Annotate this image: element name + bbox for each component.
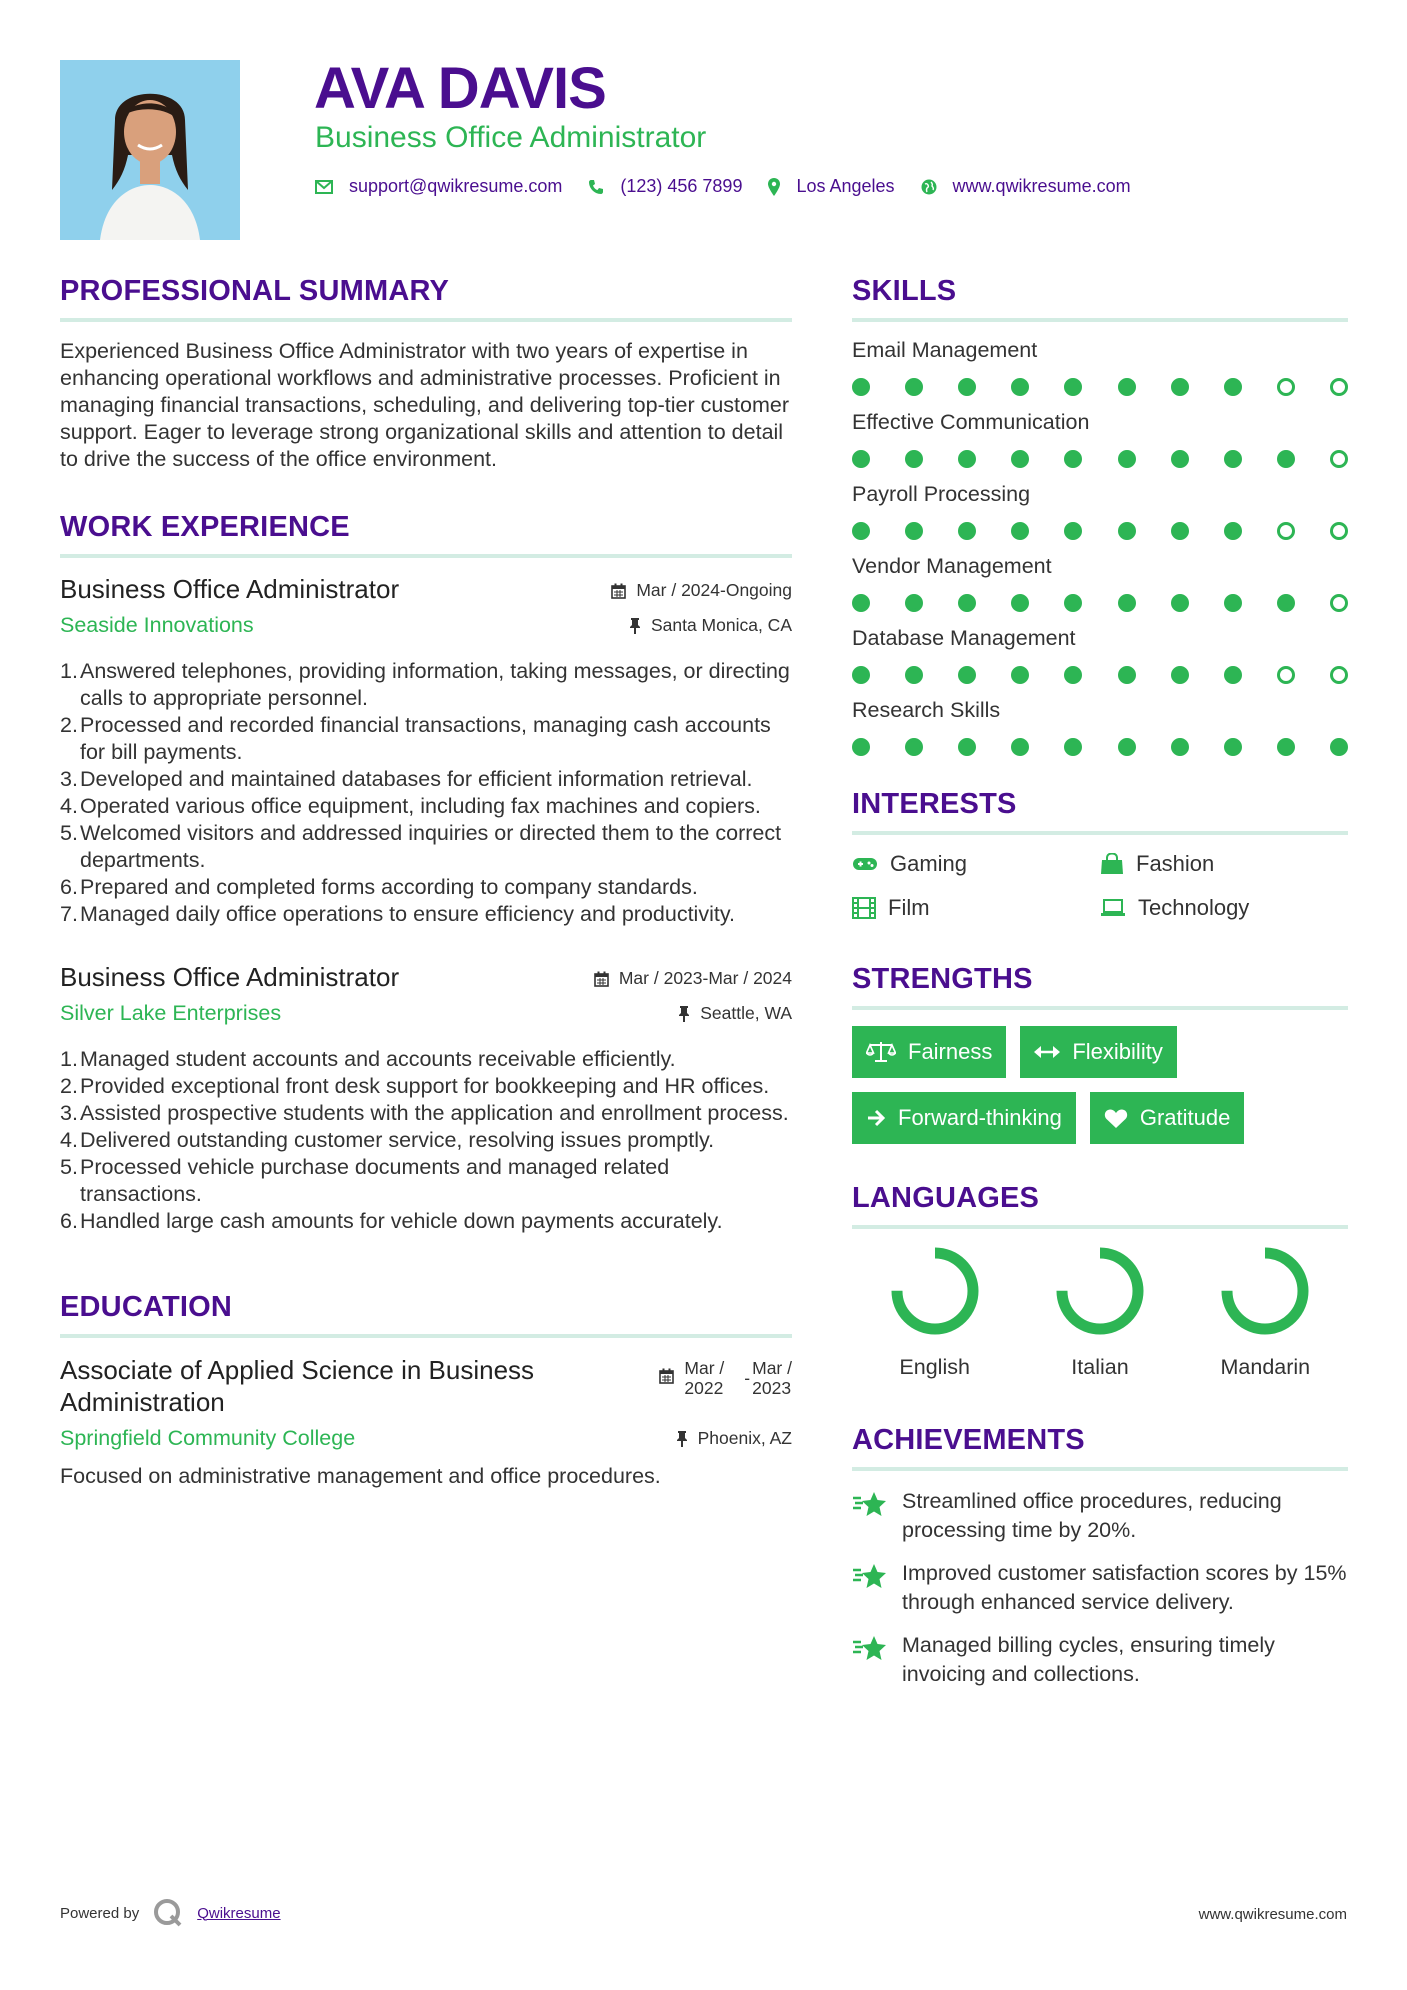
interest-item	[852, 851, 1100, 877]
language-proficiency-arc	[1227, 1253, 1303, 1329]
rating-dot	[852, 450, 870, 468]
rating-dot	[1011, 378, 1029, 396]
rating-dot	[905, 666, 923, 684]
rating-dot	[1277, 522, 1295, 540]
achievement-item	[852, 1559, 1348, 1617]
section-divider	[60, 554, 792, 558]
strength-tag	[852, 1026, 1006, 1078]
job-location-text: Seattle, WA	[700, 1003, 792, 1023]
languages-title: LANGUAGES	[852, 1182, 1040, 1214]
language-label: Italian	[1071, 1355, 1129, 1379]
candidate-role: Business Office Administrator	[315, 121, 707, 154]
rating-dot	[1011, 450, 1029, 468]
list-item: 3. Developed and maintained databases for efficient information retrieval.	[60, 767, 753, 791]
rating-dot	[958, 378, 976, 396]
film-icon	[852, 897, 876, 919]
degree-title: Associate of Applied Science in Business Administration	[60, 1355, 535, 1417]
rating-dot	[1224, 522, 1242, 540]
school-name: Springfield Community College	[60, 1426, 356, 1450]
rating-dot	[1171, 522, 1189, 540]
job-dates-text: Mar / 2023-Mar / 2024	[618, 968, 792, 988]
skill-rating	[852, 738, 1348, 756]
skills-section	[852, 275, 1348, 756]
achievement-text: Improved customer satisfaction scores by 15% through enhanced service delivery.	[902, 1561, 1347, 1614]
rating-dot	[1277, 594, 1295, 612]
achievements-section	[852, 1424, 1348, 1689]
rating-dot	[1224, 594, 1242, 612]
skill-rating	[852, 450, 1348, 468]
candidate-name: AVA DAVIS	[314, 56, 606, 121]
list-item: 7. Managed daily office operations to ensure efficiency and productivity.	[60, 902, 735, 926]
language-proficiency-arc	[1062, 1253, 1138, 1329]
heart-icon	[1104, 1108, 1128, 1129]
section-divider	[852, 1467, 1348, 1471]
languages-section	[852, 1182, 1348, 1380]
skill-rating	[852, 378, 1348, 396]
summary-text: Experienced Business Office Administrator with two years of expertise in enhancing operational workflows and administrative processes. Proficient in managing financial transactions, scheduling, and delivering top-tier customer support. Eager to leverage strong organizational skills and attention to detail to drive the success of the office environment.	[60, 339, 790, 471]
rating-dot	[1171, 378, 1189, 396]
company-name: Silver Lake Enterprises	[60, 1001, 282, 1025]
experience-title: WORK EXPERIENCE	[60, 511, 350, 543]
rating-dot	[852, 378, 870, 396]
list-item: 6. Handled large cash amounts for vehicle down payments accurately.	[60, 1209, 723, 1233]
skill-name: Database Management	[852, 626, 1076, 650]
skill-rating	[852, 594, 1348, 612]
edu-end-year: 2023	[752, 1378, 792, 1398]
right-column	[852, 275, 1348, 1703]
rating-dot	[1277, 378, 1295, 396]
strength-tag	[1090, 1092, 1245, 1144]
summary-section	[60, 275, 792, 473]
skill-name: Vendor Management	[852, 554, 1052, 578]
language-proficiency-arc	[897, 1253, 973, 1329]
list-item: 5. Processed vehicle purchase documents and managed related transactions.	[60, 1155, 670, 1206]
contact-location	[768, 176, 894, 197]
achievements-title: ACHIEVEMENTS	[852, 1424, 1085, 1456]
map-marker-icon	[768, 178, 780, 196]
rating-dot	[1011, 522, 1029, 540]
list-item: 1. Managed student accounts and accounts receivable efficiently.	[60, 1047, 676, 1071]
rating-dot	[1171, 450, 1189, 468]
rating-dot	[1011, 738, 1029, 756]
contact-bar	[315, 176, 1157, 197]
pushpin-icon	[678, 1006, 690, 1022]
contact-email[interactable]	[315, 176, 562, 197]
section-divider	[60, 318, 792, 322]
company-name: Seaside Innovations	[60, 613, 254, 637]
rating-dot	[1171, 594, 1189, 612]
experience-section	[60, 511, 792, 1235]
language-item	[852, 1245, 1017, 1380]
strengths-title: STRENGTHS	[852, 963, 1033, 995]
contact-phone-text: (123) 456 7899	[620, 176, 743, 196]
job-entry	[60, 962, 792, 1235]
rating-dot	[1224, 450, 1242, 468]
section-divider	[852, 831, 1348, 835]
rating-dot	[905, 450, 923, 468]
skill-name: Research Skills	[852, 698, 1001, 722]
envelope-icon	[315, 180, 333, 194]
rating-dot	[1224, 378, 1242, 396]
skill-item	[852, 698, 1348, 756]
strengths-section	[852, 963, 1348, 1144]
rating-dot	[1118, 666, 1136, 684]
calendar-icon	[594, 971, 609, 987]
job-title: Business Office Administrator	[60, 574, 400, 604]
rating-dot	[905, 378, 923, 396]
list-item: 5. Welcomed visitors and addressed inquiries or directed them to the correct departments.	[60, 821, 782, 872]
rating-dot	[1064, 594, 1082, 612]
section-divider	[852, 318, 1348, 322]
phone-icon	[588, 179, 604, 195]
job-location-text: Santa Monica, CA	[650, 615, 792, 635]
contact-website[interactable]	[921, 176, 1131, 197]
rating-dot	[1330, 378, 1348, 396]
rating-dot	[1330, 522, 1348, 540]
list-item: 4. Operated various office equipment, including fax machines and copiers.	[60, 794, 761, 818]
rating-dot	[852, 594, 870, 612]
skill-item	[852, 482, 1348, 540]
section-divider	[60, 1334, 792, 1338]
skill-name: Email Management	[852, 338, 1038, 362]
balance-scale-icon	[866, 1041, 896, 1063]
contact-email-text: support@qwikresume.com	[349, 176, 563, 196]
interest-item	[852, 895, 1100, 921]
contact-location-text: Los Angeles	[796, 176, 895, 196]
skill-item	[852, 338, 1348, 396]
strength-label: Flexibility	[1072, 1039, 1163, 1064]
rating-dot	[1118, 378, 1136, 396]
interest-label: Fashion	[1136, 851, 1215, 876]
shopping-bag-icon	[1100, 853, 1124, 875]
rating-dot	[958, 522, 976, 540]
school-location	[676, 1428, 792, 1449]
rating-dot	[1064, 450, 1082, 468]
rating-dot	[905, 594, 923, 612]
edu-start-month: Mar /	[684, 1358, 725, 1378]
skill-name: Payroll Processing	[852, 482, 1031, 506]
job-entry	[60, 574, 792, 928]
school-location-text: Phoenix, AZ	[697, 1428, 792, 1448]
arrow-right-icon	[866, 1108, 886, 1128]
rating-dot	[1224, 738, 1242, 756]
rating-dot	[1064, 738, 1082, 756]
list-item: 4. Delivered outstanding customer service, resolving issues promptly.	[60, 1128, 715, 1152]
laptop-icon	[1100, 899, 1126, 917]
list-item: 1. Answered telephones, providing information, taking messages, or directing calls to appropriate personnel.	[60, 659, 790, 710]
skills-list	[852, 338, 1348, 756]
rating-dot	[1118, 450, 1136, 468]
section-divider	[852, 1225, 1348, 1229]
rating-dot	[1330, 666, 1348, 684]
language-label: Mandarin	[1220, 1355, 1311, 1379]
skill-item	[852, 410, 1348, 468]
job-dates	[594, 968, 792, 989]
pushpin-icon	[676, 1431, 688, 1447]
job-bullets	[60, 658, 792, 928]
strength-tag	[1020, 1026, 1176, 1078]
list-item: 3. Assisted prospective students with the application and enrollment process.	[60, 1101, 789, 1125]
rating-dot	[958, 594, 976, 612]
rating-dot	[1330, 594, 1348, 612]
job-location	[629, 615, 792, 636]
gamepad-icon	[852, 856, 878, 872]
rating-dot	[1011, 666, 1029, 684]
list-item: 6. Prepared and completed forms according to company standards.	[60, 875, 698, 899]
rating-dot	[1277, 738, 1295, 756]
shooting-star-icon	[852, 1561, 888, 1591]
job-dates	[611, 580, 792, 601]
strength-label: Fairness	[908, 1039, 993, 1064]
skill-name: Effective Communication	[852, 410, 1090, 434]
shooting-star-icon	[852, 1633, 888, 1663]
interest-label: Film	[888, 895, 930, 920]
interests-title: INTERESTS	[852, 788, 1017, 820]
powered-by-text: Powered by	[60, 1904, 140, 1922]
summary-title: PROFESSIONAL SUMMARY	[60, 275, 450, 307]
left-column	[60, 275, 792, 1490]
list-item: 2. Provided exceptional front desk support for bookkeeping and HR offices.	[60, 1074, 770, 1098]
rating-dot	[1171, 666, 1189, 684]
job-dates-text: Mar / 2024-Ongoing	[636, 580, 792, 600]
language-item	[1183, 1245, 1348, 1380]
language-item	[1017, 1245, 1182, 1380]
rating-dot	[1064, 666, 1082, 684]
interest-item	[1100, 851, 1348, 877]
rating-dot	[905, 522, 923, 540]
section-divider	[852, 1006, 1348, 1010]
skill-rating	[852, 666, 1348, 684]
pushpin-icon	[629, 618, 641, 634]
rating-dot	[1171, 738, 1189, 756]
shooting-star-icon	[852, 1489, 888, 1519]
rating-dot	[958, 450, 976, 468]
edu-date-separator: -	[744, 1368, 751, 1388]
rating-dot	[905, 738, 923, 756]
education-title: EDUCATION	[60, 1291, 233, 1323]
language-proficiency-ring	[1219, 1245, 1311, 1337]
footer-powered-by	[60, 1898, 281, 1928]
globe-icon	[921, 179, 937, 195]
achievement-text: Managed billing cycles, ensuring timely invoicing and collections.	[902, 1633, 1275, 1686]
rating-dot	[1277, 666, 1295, 684]
rating-dot	[1064, 522, 1082, 540]
rating-dot	[1224, 666, 1242, 684]
qwikresume-link[interactable]: Qwikresume	[197, 1904, 281, 1922]
interest-item	[1100, 895, 1348, 921]
education-description: Focused on administrative management and office procedures.	[60, 1464, 661, 1488]
languages-list	[852, 1245, 1348, 1380]
rating-dot	[1118, 522, 1136, 540]
strength-label: Forward-thinking	[898, 1105, 1062, 1130]
rating-dot	[852, 522, 870, 540]
achievement-item	[852, 1487, 1348, 1545]
rating-dot	[958, 738, 976, 756]
strength-tag	[852, 1092, 1076, 1144]
rating-dot	[1330, 450, 1348, 468]
edu-start-year: 2022	[684, 1378, 724, 1398]
education-section	[60, 1291, 792, 1490]
list-item: 2. Processed and recorded financial transactions, managing cash accounts for bill payments.	[60, 713, 771, 764]
interest-label: Technology	[1138, 895, 1250, 920]
skill-item	[852, 626, 1348, 684]
contact-website-text: www.qwikresume.com	[952, 176, 1131, 196]
skills-title: SKILLS	[852, 275, 957, 307]
strength-label: Gratitude	[1139, 1105, 1231, 1130]
interest-label: Gaming	[890, 851, 968, 876]
rating-dot	[1277, 450, 1295, 468]
skill-rating	[852, 522, 1348, 540]
achievement-text: Streamlined office procedures, reducing processing time by 20%.	[902, 1489, 1282, 1542]
language-label: English	[899, 1355, 970, 1379]
footer-website[interactable]: www.qwikresume.com	[1198, 1906, 1347, 1923]
arrows-horizontal-icon	[1034, 1045, 1060, 1059]
language-proficiency-ring	[1054, 1245, 1146, 1337]
interests-section	[852, 788, 1348, 921]
contact-phone[interactable]	[588, 176, 742, 197]
job-title: Business Office Administrator	[60, 962, 400, 992]
rating-dot	[1064, 378, 1082, 396]
rating-dot	[1118, 594, 1136, 612]
job-location	[678, 1003, 792, 1024]
rating-dot	[852, 666, 870, 684]
rating-dot	[1330, 738, 1348, 756]
rating-dot	[1011, 594, 1029, 612]
profile-photo	[60, 60, 240, 240]
job-bullets	[60, 1046, 792, 1235]
rating-dot	[1118, 738, 1136, 756]
rating-dot	[852, 738, 870, 756]
education-dates	[659, 1358, 792, 1398]
achievement-item	[852, 1631, 1348, 1689]
calendar-icon	[611, 583, 626, 599]
language-proficiency-ring	[889, 1245, 981, 1337]
rating-dot	[958, 666, 976, 684]
edu-end-month: Mar /	[752, 1358, 792, 1378]
qwikresume-logo-icon	[153, 1898, 183, 1928]
calendar-icon	[659, 1368, 674, 1384]
skill-item	[852, 554, 1348, 612]
